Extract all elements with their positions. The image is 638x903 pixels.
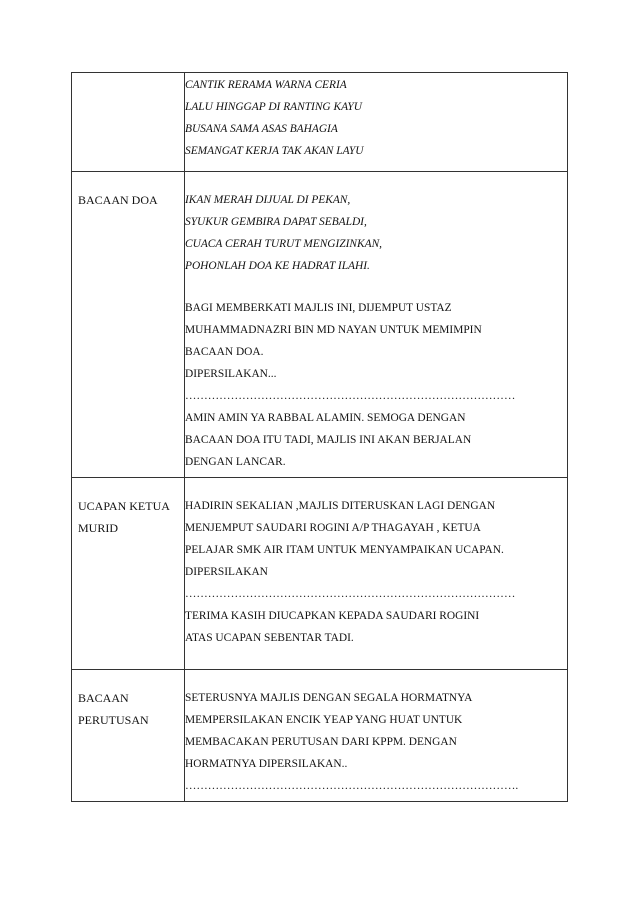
- verse-line: POHONLAH DOA KE HADRAT ILAHI.: [185, 260, 370, 272]
- row-label: UCAPAN KETUA: [78, 499, 170, 513]
- verse-line: SEMANGAT KERJA TAK AKAN LAYU: [185, 145, 364, 157]
- dotted-line: …………………………………………………………………………….: [185, 780, 519, 792]
- program-table: [71, 72, 568, 802]
- text-line: AMIN AMIN YA RABBAL ALAMIN. SEMOGA DENGAN: [185, 412, 466, 424]
- text-line: BAGI MEMBERKATI MAJLIS INI, DIJEMPUT USTAZ: [185, 302, 452, 314]
- verse-line: SYUKUR GEMBIRA DAPAT SEBALDI,: [185, 216, 367, 228]
- verse-line: LALU HINGGAP DI RANTING KAYU: [185, 101, 362, 113]
- table-row: [72, 478, 568, 670]
- row-label: BACAAN: [78, 691, 129, 705]
- text-line: ATAS UCAPAN SEBENTAR TADI.: [185, 632, 354, 644]
- verse-line: IKAN MERAH DIJUAL DI PEKAN,: [185, 194, 351, 206]
- table-row: [72, 73, 568, 172]
- table-row: [72, 172, 568, 478]
- table-row: [72, 670, 568, 802]
- text-line: SETERUSNYA MAJLIS DENGAN SEGALA HORMATNYA: [185, 692, 473, 704]
- dotted-line: ……………………………………………………………………………: [185, 588, 516, 600]
- row-label: PERUTUSAN: [78, 713, 149, 727]
- row-label-cell: [72, 478, 185, 670]
- text-line: DENGAN LANCAR.: [185, 456, 286, 468]
- text-line: BACAAN DOA.: [185, 346, 264, 358]
- dotted-line: ……………………………………………………………………………: [185, 390, 516, 402]
- text-line: DIPERSILAKAN: [185, 566, 268, 578]
- verse-line: BUSANA SAMA ASAS BAHAGIA: [185, 123, 338, 135]
- row-label-cell: [72, 172, 185, 478]
- text-line: PELAJAR SMK AIR ITAM UNTUK MENYAMPAIKAN UCAPAN.: [185, 544, 504, 556]
- text-line: MEMPERSILAKAN ENCIK YEAP YANG HUAT UNTUK: [185, 714, 463, 726]
- verse-cell: [185, 73, 568, 172]
- text-line: HORMATNYA DIPERSILAKAN..: [185, 758, 348, 770]
- row-label-cell: [72, 670, 185, 802]
- verse-line: CUACA CERAH TURUT MENGIZINKAN,: [185, 238, 383, 250]
- text-line: MEMBACAKAN PERUTUSAN DARI KPPM. DENGAN: [185, 736, 457, 748]
- text-line: TERIMA KASIH DIUCAPKAN KEPADA SAUDARI ROGINI: [185, 610, 480, 622]
- text-line: MENJEMPUT SAUDARI ROGINI A/P THAGAYAH , KETUA: [185, 522, 481, 534]
- row-label: MURID: [78, 521, 119, 535]
- row-label-cell: [72, 73, 185, 172]
- text-line: HADIRIN SEKALIAN ,MAJLIS DITERUSKAN LAGI DENGAN: [185, 500, 496, 512]
- content-cell: [185, 478, 568, 670]
- content-cell: [185, 172, 568, 478]
- text-line: MUHAMMADNAZRI BIN MD NAYAN UNTUK MEMIMPIN: [185, 324, 482, 336]
- text-line: DIPERSILAKAN...: [185, 368, 277, 380]
- content-cell: [185, 670, 568, 802]
- row-label: BACAAN DOA: [78, 193, 158, 207]
- text-line: BACAAN DOA ITU TADI, MAJLIS INI AKAN BERJALAN: [185, 434, 472, 446]
- verse-line: CANTIK RERAMA WARNA CERIA: [185, 79, 347, 91]
